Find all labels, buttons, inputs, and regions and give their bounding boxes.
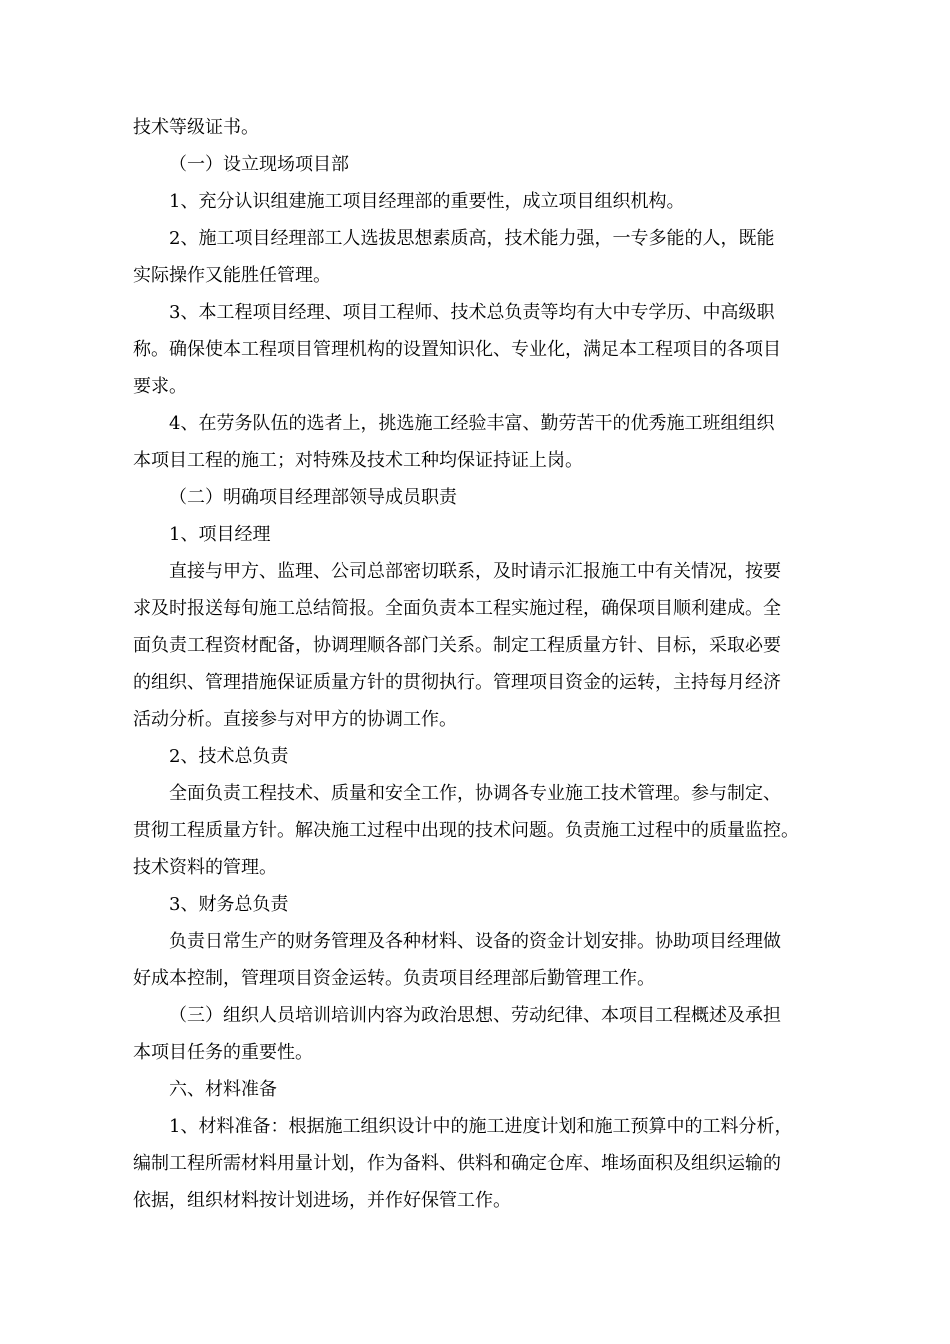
text-line: 3、本工程项目经理、项目工程师、技术总负责等均有大中专学历、中高级职 xyxy=(169,302,775,323)
text-line: 负责日常生产的财务管理及各种材料、设备的资金计划安排。协助项目经理做 xyxy=(169,931,781,952)
text-line: 2、技术总负责 xyxy=(169,746,289,767)
paragraph xyxy=(133,109,823,146)
text-line: 称。确保使本工程项目管理机构的设置知识化、专业化，满足本工程项目的各项目 xyxy=(133,339,781,360)
paragraph xyxy=(133,923,823,997)
paragraph xyxy=(133,479,823,516)
text-line: 1、材料准备：根据施工组织设计中的施工进度计划和施工预算中的工料分析， xyxy=(169,1116,793,1137)
text-line: 活动分析。直接参与对甲方的协调工作。 xyxy=(133,709,457,730)
text-line: 技术等级证书。 xyxy=(133,117,259,138)
paragraph xyxy=(133,886,823,923)
paragraph xyxy=(133,516,823,553)
text-line: 依据，组织材料按计划进场，并作好保管工作。 xyxy=(133,1190,511,1211)
paragraph xyxy=(133,738,823,775)
paragraph xyxy=(133,775,823,886)
paragraph xyxy=(133,183,823,220)
paragraph xyxy=(133,997,823,1071)
text-line: 2、施工项目经理部工人选拔思想素质高，技术能力强，一专多能的人，既能 xyxy=(169,228,775,249)
text-line: （三）组织人员培训培训内容为政治思想、劳动纪律、本项目工程概述及承担 xyxy=(169,1005,781,1026)
text-line: 贯彻工程质量方针。解决施工过程中出现的技术问题。负责施工过程中的质量监控。 xyxy=(133,820,799,841)
text-line: 编制工程所需材料用量计划，作为备料、供料和确定仓库、堆场面积及组织运输的 xyxy=(133,1153,781,1174)
paragraph xyxy=(133,553,823,738)
text-line: 1、项目经理 xyxy=(169,524,271,545)
text-line: 3、财务总负责 xyxy=(169,894,289,915)
paragraph xyxy=(133,220,823,294)
text-line: 六、材料准备 xyxy=(169,1079,277,1100)
text-line: 1、充分认识组建施工项目经理部的重要性，成立项目组织机构。 xyxy=(169,191,685,212)
text-line: 4、在劳务队伍的选者上，挑选施工经验丰富、勤劳苦干的优秀施工班组组织 xyxy=(169,413,775,434)
text-line: （一）设立现场项目部 xyxy=(169,154,349,175)
paragraph xyxy=(133,1108,823,1219)
text-line: 好成本控制，管理项目资金运转。负责项目经理部后勤管理工作。 xyxy=(133,968,655,989)
text-line: 本项目工程的施工；对特殊及技术工种均保证持证上岗。 xyxy=(133,450,583,471)
paragraph xyxy=(133,1071,823,1108)
text-line: 的组织、管理措施保证质量方针的贯彻执行。管理项目资金的运转，主持每月经济 xyxy=(133,672,781,693)
paragraph xyxy=(133,146,823,183)
document-body xyxy=(133,109,823,1219)
paragraph xyxy=(133,294,823,405)
text-line: 实际操作又能胜任管理。 xyxy=(133,265,331,286)
text-line: （二）明确项目经理部领导成员职责 xyxy=(169,487,457,508)
text-line: 面负责工程资材配备，协调理顺各部门关系。制定工程质量方针、目标，采取必要 xyxy=(133,635,781,656)
text-line: 直接与甲方、监理、公司总部密切联系，及时请示汇报施工中有关情况，按要 xyxy=(169,561,781,582)
text-line: 全面负责工程技术、质量和安全工作，协调各专业施工技术管理。参与制定、 xyxy=(169,783,781,804)
text-line: 技术资料的管理。 xyxy=(133,857,277,878)
paragraph xyxy=(133,405,823,479)
text-line: 要求。 xyxy=(133,376,187,397)
text-line: 本项目任务的重要性。 xyxy=(133,1042,313,1063)
text-line: 求及时报送每旬施工总结简报。全面负责本工程实施过程，确保项目顺利建成。全 xyxy=(133,598,781,619)
